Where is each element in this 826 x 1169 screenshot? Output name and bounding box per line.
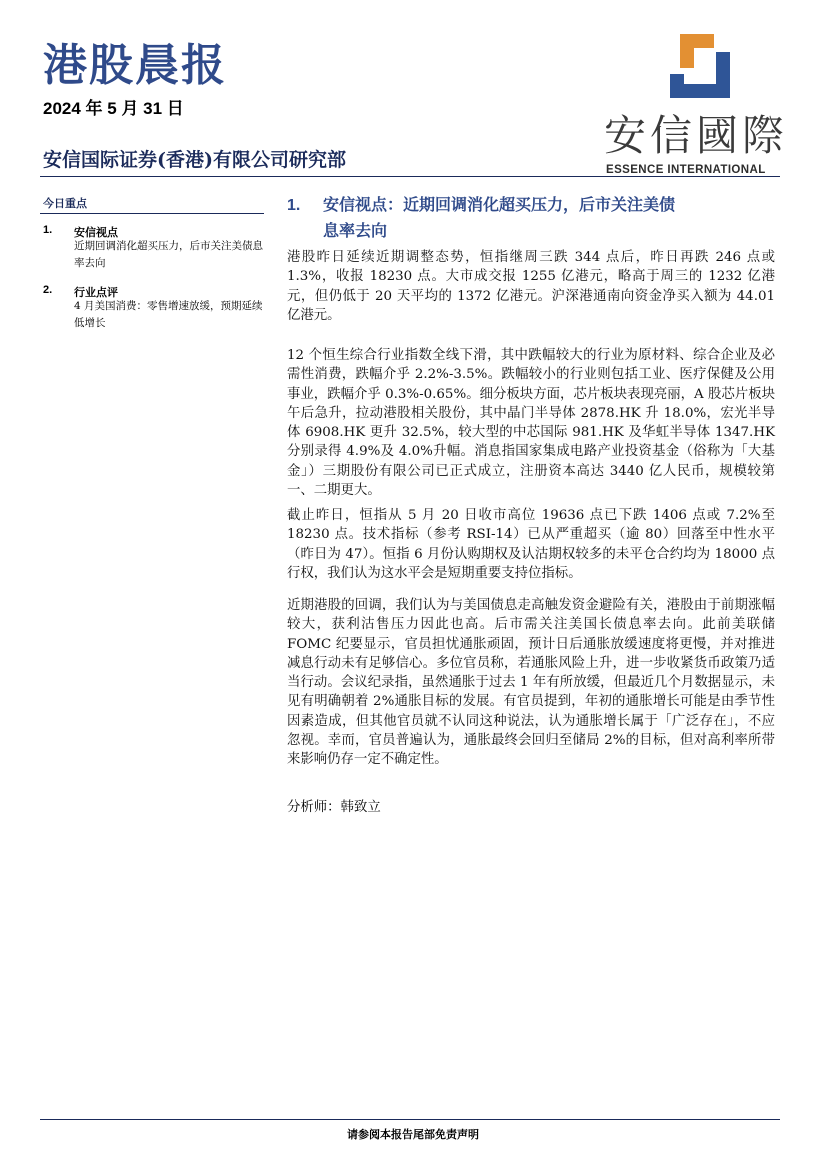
sidebar-divider xyxy=(40,213,264,214)
sidebar-item-number: 2. xyxy=(43,284,53,296)
company-name: 安信国际证券(香港)有限公司研究部 xyxy=(43,149,346,171)
sidebar-heading: 今日重点 xyxy=(43,197,87,210)
sidebar-item-desc: 4 月美国消费：零售增速放缓，预期延续低增长 xyxy=(74,300,263,329)
section-title-line2: 息率去向 xyxy=(323,221,388,240)
section-number: 1. xyxy=(287,197,301,214)
footer-divider xyxy=(40,1119,780,1120)
section-heading xyxy=(287,192,777,243)
sidebar-item-label: 行业点评 xyxy=(74,286,118,299)
body-paragraph: 近期港股的回调，我们认为与美国债息走高触发资金避险有关，港股由于前期涨幅较大，获利沽售压力因此也高。后市需关注美国长债息率去向。此前美联储 FOMC 纪要显示，官员担忧通胀顽固，预计日后通胀放缓速度将更慢，并对推进减息行动未有足够信心。多位官员称，若通胀风险上升，进一步收紧货币政策乃适当行动。会议纪录指，虽然通胀于过去 1 年有所放缓，但最近几个月数据显示，未见有明确朝着 2%通胀目标的发展。有官员提到，年初的通胀增长可能是由季节性因素造成，但其他官员就不认同这种说法，认为通胀增长属于「广泛存在」，不应忽视。幸而，官员普遍认为，通胀最终会回归至储局 2%的目标，但对高利率所带来影响仍存一定不确定性。 xyxy=(287,598,775,768)
body-paragraph: 12 个恒生综合行业指数全线下滑，其中跌幅较大的行业为原材料、综合企业及必需性消费，跌幅介乎 2.2%-3.5%。跌幅较小的行业则包括工业、医疗保健及公用事业，跌幅介乎 0.3%-0.65%。细分板块方面，芯片板块表现亮丽，A 股芯片板块午后急升，拉动港股相关股份，其中晶门半导体 2878.HK 升 18.0%，宏光半导体 6908.HK 更升 32.5%，较大型的中芯国际 981.HK 及华虹半导体 1347.HK 分别录得 4.9%及 4.0%升幅。消息指国家集成电路产业投资基金（俗称为「大基金」）三期股份有限公司已正式成立，注册资本高达 3440 亿人民币，规模较第一、二期更大。 xyxy=(287,348,775,499)
report-title: 港股晨报 xyxy=(43,40,227,91)
analyst-name: 分析师：韩致立 xyxy=(287,800,381,815)
report-date: 2024 年 5 月 31 日 xyxy=(43,99,184,118)
footer-disclaimer: 请参阅本报告尾部免责声明 xyxy=(347,1128,479,1141)
sidebar-item-label: 安信视点 xyxy=(74,226,118,239)
logo-english-name: ESSENCE INTERNATIONAL xyxy=(606,164,766,176)
company-logo-icon xyxy=(668,34,732,98)
sidebar-item-number: 1. xyxy=(43,224,53,236)
logo-chinese-name: 安信國際 xyxy=(604,111,789,160)
header-divider xyxy=(40,176,780,177)
section-title-line1: 安信视点：近期回调消化超买压力，后市关注美债 xyxy=(323,195,676,214)
body-paragraph: 截止昨日，恒指从 5 月 20 日收市高位 19636 点已下跌 1406 点或 7.2%至 18230 点。技术指标（参考 RSI-14）已从严重超买（逾 80）回落至中性水平（昨日为 47）。恒指 6 月份认购期权及认沽期权较多的未平仓合约均为 18000 点行权，我们认为这水平会是短期重要支持位指标。 xyxy=(287,508,775,581)
body-paragraph: 港股昨日延续近期调整态势，恒指继周三跌 344 点后，昨日再跌 246 点或 1.3%，收报 18230 点。大市成交报 1255 亿港元，略高于周三的 1232 亿港元，但仍低于 20 天平均的 1372 亿港元。沪深港通南向资金净买入额为 44.01 亿港元。 xyxy=(287,250,775,323)
sidebar-item-desc: 近期回调消化超买压力，后市关注美债息率去向 xyxy=(74,240,263,269)
